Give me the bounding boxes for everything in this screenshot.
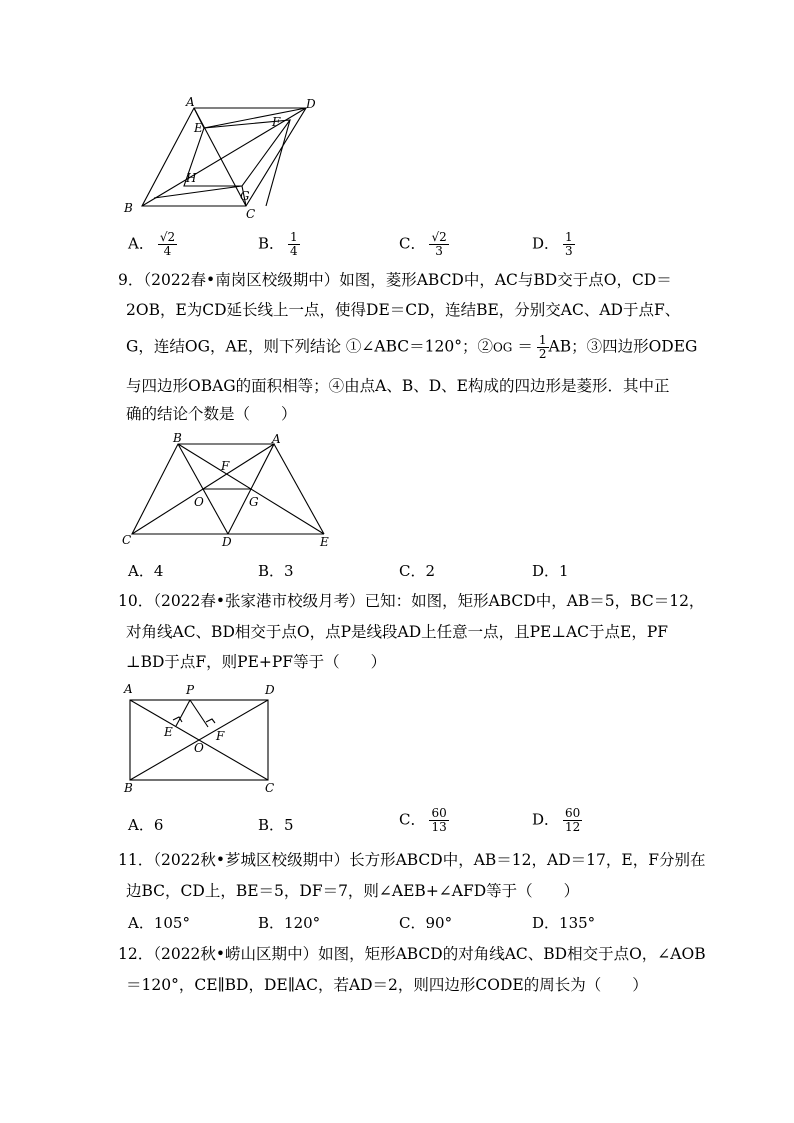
- q10-option-d[interactable]: D． $\frac{60}{12}$: [532, 806, 581, 834]
- q9-option-b[interactable]: B．3: [258, 562, 294, 580]
- q9-label-f: F: [221, 459, 230, 473]
- q8-option-a-frac: $\frac{√2}{4}$: [159, 230, 176, 258]
- q10-label-p: P: [186, 683, 195, 697]
- q10-stem-line1: 10．（2022春•张家港市校级月考）已知：如图，矩形ABCD中，AB＝5，BC＝12，: [118, 592, 705, 610]
- q9-label-o: O: [194, 495, 204, 509]
- q11-option-b[interactable]: B．120°: [258, 914, 321, 932]
- q8-figure: [118, 94, 328, 224]
- q8-option-c[interactable]: C． $\frac{√2}{3}$: [399, 230, 447, 258]
- q8-label-e: E: [194, 121, 203, 135]
- q11-stem-line2: 边BC，CD上，BE＝5，DF＝7，则∠AEB+∠AFD等于（ ）: [126, 882, 580, 900]
- q9-label-d: D: [222, 535, 232, 549]
- q9-half-fraction: $\frac{1}{2}$: [538, 333, 547, 361]
- q9-figure: [118, 432, 338, 552]
- q8-option-b[interactable]: B． $\frac{1}{4}$: [258, 230, 298, 258]
- q8-option-d[interactable]: D． $\frac{1}{3}$: [532, 230, 573, 258]
- q10-label-d: D: [265, 683, 275, 697]
- q11-option-c[interactable]: C．90°: [399, 914, 453, 932]
- q8-label-g: G: [240, 189, 250, 203]
- q9-label-g: G: [249, 495, 259, 509]
- q9-option-c[interactable]: C．2: [399, 562, 436, 580]
- q9-stem-line2: 2OB，E为CD延长线上一点，使得DE＝CD，连结BE，分别交AC、AD于点F、: [126, 301, 681, 319]
- q10-label-e: E: [164, 725, 173, 739]
- q10-option-d-frac: $\frac{60}{12}$: [565, 806, 581, 834]
- q11-option-a[interactable]: A．105°: [128, 914, 190, 932]
- q9-label-a: A: [272, 432, 281, 446]
- q8-option-c-frac: $\frac{√2}{3}$: [431, 230, 447, 258]
- q9-stem-line5: 确的结论个数是（ ）: [126, 405, 297, 423]
- q9-option-d[interactable]: D．1: [532, 562, 569, 580]
- q10-label-a: A: [124, 682, 133, 696]
- q12-stem-line1: 12．（2022秋•崂山区期中）如图，矩形ABCD的对角线AC、BD相交于点O，∠AOB: [118, 945, 706, 963]
- q11-option-d[interactable]: D．135°: [532, 914, 596, 932]
- q9-stem-line3: G，连结OG，AE，则下列结论 ①∠ABC＝120°；②OG ＝ $\frac{1}{2}$ AB；③四边形ODEG: [126, 333, 698, 361]
- q10-option-a[interactable]: A．6: [128, 816, 164, 834]
- q10-label-c: C: [265, 781, 275, 795]
- q8-label-b: B: [124, 201, 133, 215]
- q8-option-d-frac: $\frac{1}{3}$: [565, 230, 573, 258]
- q10-option-b[interactable]: B．5: [258, 816, 294, 834]
- q9-option-a[interactable]: A．4: [128, 562, 164, 580]
- q8-option-b-frac: $\frac{1}{4}$: [290, 230, 298, 258]
- q8-label-f: F: [272, 115, 281, 129]
- q8-option-a[interactable]: A． $\frac{√2}{4}$: [128, 230, 176, 258]
- q10-label-b: B: [124, 781, 133, 795]
- q10-option-c[interactable]: C． $\frac{60}{13}$: [399, 806, 447, 834]
- q9-label-e: E: [320, 535, 329, 549]
- q9-stem-line1: 9．（2022春•南岗区校级期中）如图，菱形ABCD中，AC与BD交于点O，CD＝: [118, 271, 672, 289]
- q10-label-f: F: [216, 729, 225, 743]
- q8-label-a: A: [186, 95, 195, 109]
- q10-stem-line3: ⊥BD于点F，则PE+PF等于（ ）: [126, 653, 387, 671]
- q9-label-b: B: [173, 432, 182, 445]
- q10-option-c-frac: $\frac{60}{13}$: [431, 806, 447, 834]
- q10-figure: [118, 680, 288, 798]
- q9-stem-line4: 与四边形OBAG的面积相等；④由点A、B、D、E构成的四边形是菱形．其中正: [126, 377, 670, 395]
- q8-label-h: H: [186, 171, 197, 185]
- q11-stem-line1: 11．（2022秋•芗城区校级期中）长方形ABCD中，AB＝12，AD＝17，E，F分别在: [118, 851, 706, 869]
- q10-label-o: O: [194, 741, 204, 755]
- q8-label-d: D: [306, 97, 316, 111]
- q9-label-c: C: [122, 533, 132, 547]
- q12-stem-line2: ＝120°，CE∥BD，DE∥AC，若AD＝2，则四边形CODE的周长为（ ）: [126, 976, 648, 994]
- q8-label-c: C: [246, 207, 256, 221]
- q10-stem-line2: 对角线AC、BD相交于点O，点P是线段AD上任意一点，且PE⊥AC于点E，PF: [126, 623, 669, 641]
